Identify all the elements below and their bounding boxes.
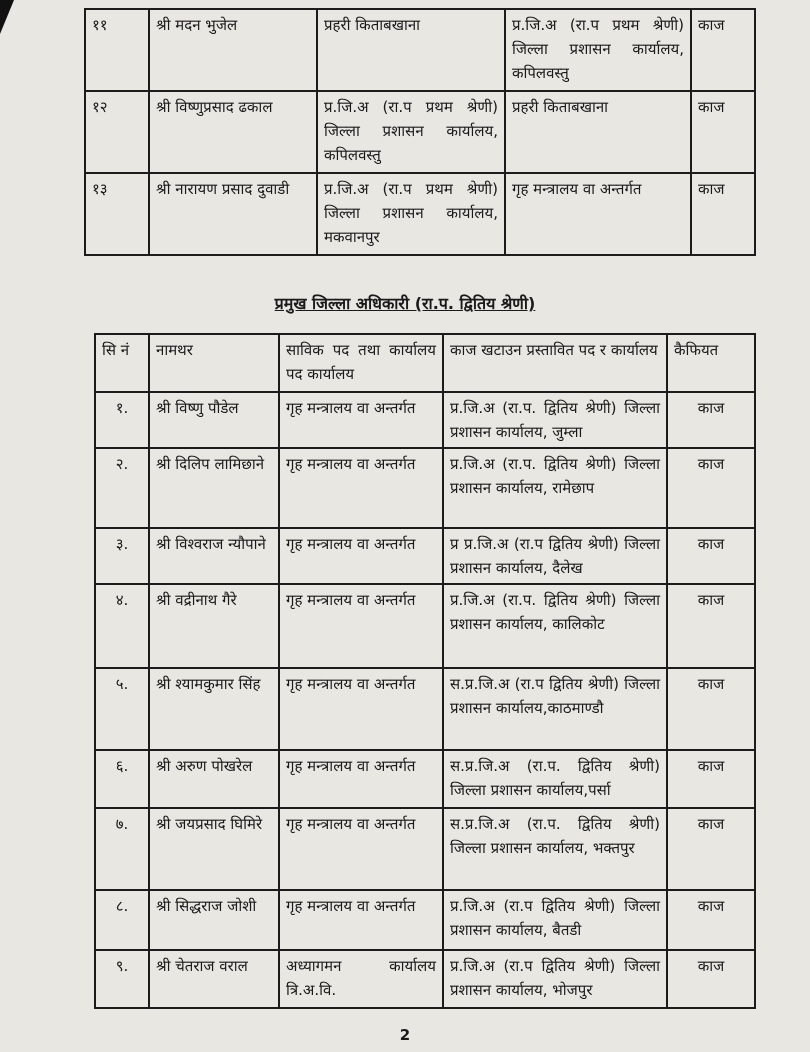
serial-cell: ११	[85, 9, 149, 91]
proposed-post-cell: प्र.जि.अ (रा.प. द्वितिय श्रेणी) जिल्ला प्रशासन कार्यालय, रामेछाप	[443, 448, 667, 528]
proposed-post-cell: प्र.जि.अ (रा.प द्वितिय श्रेणी) जिल्ला प्रशासन कार्यालय, बैतडी	[443, 890, 667, 950]
former-post-cell: गृह मन्त्रालय वा अन्तर्गत	[279, 808, 443, 890]
proposed-post-cell: प्र.जि.अ (रा.प प्रथम श्रेणी) जिल्ला प्रशासन कार्यालय, कपिलवस्तु	[505, 9, 691, 91]
header-name: नामथर	[149, 334, 279, 392]
proposed-post-cell: स.प्र.जि.अ (रा.प. द्वितिय श्रेणी) जिल्ला प्रशासन कार्यालय,पर्सा	[443, 750, 667, 808]
former-post-cell: गृह मन्त्रालय वा अन्तर्गत	[279, 668, 443, 750]
name-cell: श्री विश्वराज न्यौपाने	[149, 528, 279, 584]
photo-corner-shadow	[0, 0, 14, 34]
table-row	[95, 528, 755, 584]
name-cell: श्री सिद्धराज जोशी	[149, 890, 279, 950]
proposed-post-cell: प्र.जि.अ (रा.प. द्वितिय श्रेणी) जिल्ला प्रशासन कार्यालय, जुम्ला	[443, 392, 667, 448]
table-row	[95, 584, 755, 668]
serial-cell: ८.	[95, 890, 149, 950]
section-heading	[0, 292, 810, 314]
remarks-cell: काज	[667, 668, 755, 750]
serial-cell: ९.	[95, 950, 149, 1008]
remarks-cell: काज	[691, 173, 755, 255]
serial-cell: १२	[85, 91, 149, 173]
former-post-cell: गृह मन्त्रालय वा अन्तर्गत	[279, 750, 443, 808]
remarks-cell: काज	[691, 9, 755, 91]
remarks-cell: काज	[691, 91, 755, 173]
table-row	[95, 392, 755, 448]
header-former-post: साविक पद तथा कार्यालय पद कार्यालय	[279, 334, 443, 392]
proposed-post-cell: स.प्र.जि.अ (रा.प. द्वितिय श्रेणी) जिल्ला प्रशासन कार्यालय, भक्तपुर	[443, 808, 667, 890]
former-post-cell: गृह मन्त्रालय वा अन्तर्गत	[279, 528, 443, 584]
header-remarks: कैफियत	[667, 334, 755, 392]
former-post-cell: प्र.जि.अ (रा.प प्रथम श्रेणी) जिल्ला प्रशासन कार्यालय, कपिलवस्तु	[317, 91, 505, 173]
remarks-cell: काज	[667, 808, 755, 890]
continued-table	[84, 8, 756, 256]
table-row	[95, 448, 755, 528]
table-row	[95, 950, 755, 1008]
table-row	[95, 750, 755, 808]
table-row	[85, 173, 755, 255]
header-proposed-post: काज खटाउन प्रस्तावित पद र कार्यालय	[443, 334, 667, 392]
name-cell: श्री विष्णु पौडेल	[149, 392, 279, 448]
name-cell: श्री विष्णुप्रसाद ढकाल	[149, 91, 317, 173]
table-row	[85, 9, 755, 91]
remarks-cell: काज	[667, 448, 755, 528]
table-row	[95, 808, 755, 890]
former-post-cell: प्रहरी किताबखाना	[317, 9, 505, 91]
serial-cell: २.	[95, 448, 149, 528]
table-row	[85, 91, 755, 173]
serial-cell: १.	[95, 392, 149, 448]
name-cell: श्री नारायण प्रसाद दुवाडी	[149, 173, 317, 255]
remarks-cell: काज	[667, 392, 755, 448]
page-number: 2	[399, 1026, 411, 1044]
serial-cell: ६.	[95, 750, 149, 808]
remarks-cell: काज	[667, 950, 755, 1008]
serial-cell: ७.	[95, 808, 149, 890]
proposed-post-cell: स.प्र.जि.अ (रा.प द्वितिय श्रेणी) जिल्ला प्रशासन कार्यालय,काठमाण्डौ	[443, 668, 667, 750]
proposed-post-cell: प्र.जि.अ (रा.प द्वितिय श्रेणी) जिल्ला प्रशासन कार्यालय, भोजपुर	[443, 950, 667, 1008]
name-cell: श्री मदन भुजेल	[149, 9, 317, 91]
former-post-cell: प्र.जि.अ (रा.प प्रथम श्रेणी) जिल्ला प्रशासन कार्यालय, मकवानपुर	[317, 173, 505, 255]
proposed-post-cell: गृह मन्त्रालय वा अन्तर्गत	[505, 173, 691, 255]
remarks-cell: काज	[667, 528, 755, 584]
proposed-post-cell: प्र.जि.अ (रा.प. द्वितिय श्रेणी) जिल्ला प्रशासन कार्यालय, कालिकोट	[443, 584, 667, 668]
former-post-cell: गृह मन्त्रालय वा अन्तर्गत	[279, 392, 443, 448]
name-cell: श्री चेतराज वराल	[149, 950, 279, 1008]
table-row	[95, 668, 755, 750]
header-row	[95, 334, 755, 392]
header-serial: सि नं	[95, 334, 149, 392]
former-post-cell: गृह मन्त्रालय वा अन्तर्गत	[279, 890, 443, 950]
proposed-post-cell: प्र प्र.जि.अ (रा.प द्वितिय श्रेणी) जिल्ला प्रशासन कार्यालय, दैलेख	[443, 528, 667, 584]
remarks-cell: काज	[667, 584, 755, 668]
remarks-cell: काज	[667, 750, 755, 808]
former-post-cell: गृह मन्त्रालय वा अन्तर्गत	[279, 448, 443, 528]
name-cell: श्री जयप्रसाद घिमिरे	[149, 808, 279, 890]
name-cell: श्री वद्रीनाथ गैरे	[149, 584, 279, 668]
name-cell: श्री श्यामकुमार सिंह	[149, 668, 279, 750]
remarks-cell: काज	[667, 890, 755, 950]
section-heading-text: प्रमुख जिल्ला अधिकारी (रा.प. द्वितिय श्रेणी)	[274, 294, 536, 313]
cdo-transfer-table	[94, 333, 756, 1009]
serial-cell: ३.	[95, 528, 149, 584]
proposed-post-cell: प्रहरी किताबखाना	[505, 91, 691, 173]
name-cell: श्री दिलिप लामिछाने	[149, 448, 279, 528]
former-post-cell: गृह मन्त्रालय वा अन्तर्गत	[279, 584, 443, 668]
name-cell: श्री अरुण पोखरेल	[149, 750, 279, 808]
table-row	[95, 890, 755, 950]
former-post-cell: अध्यागमन कार्यालय त्रि.अ.वि.	[279, 950, 443, 1008]
serial-cell: १३	[85, 173, 149, 255]
serial-cell: ४.	[95, 584, 149, 668]
serial-cell: ५.	[95, 668, 149, 750]
